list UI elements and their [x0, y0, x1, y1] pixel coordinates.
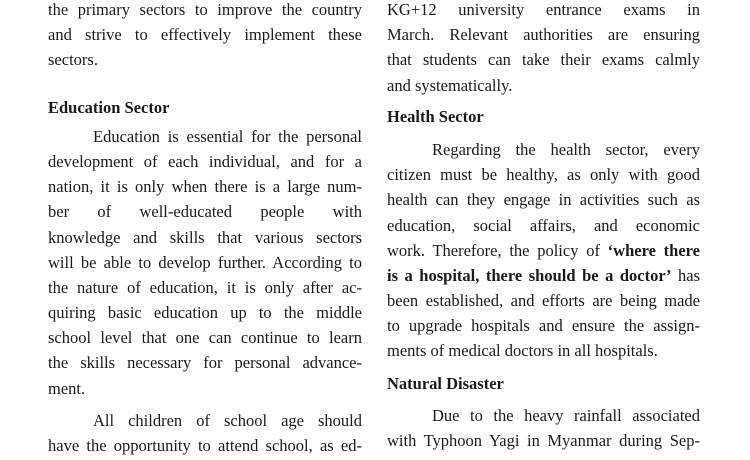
intro-paragraph: [48, 0, 362, 73]
text-line: knowledge and skills that various sectors: [48, 227, 362, 247]
text-line: March. Relevant authorities are ensuring: [387, 25, 700, 45]
text-line: All children of school age should: [93, 410, 362, 430]
text-line: ments of medical doctors in all hospitals.: [387, 341, 658, 361]
text-line: [387, 238, 700, 263]
text-run: work. Therefore, the policy of: [387, 240, 608, 260]
text-line: and strive to effectively implement these: [48, 25, 362, 45]
text-line: school level that one can continue to learn: [48, 328, 362, 348]
natural-disaster-heading: Natural Disaster: [387, 373, 504, 393]
text-line: ment.: [48, 378, 86, 398]
intro-paragraph: [387, 0, 700, 98]
health-paragraph: [387, 137, 700, 364]
policy-quote-bold: is a hospital, there should be a doctor’: [387, 265, 672, 285]
text-line: education, social affairs, and economic: [387, 215, 700, 235]
education-paragraph-1: [48, 124, 362, 401]
text-line: the primary sectors to improve the country: [48, 0, 362, 19]
text-line: ber of well-educated people with: [48, 202, 362, 222]
text-line: the nature of education, it is only after ac-: [48, 277, 362, 297]
text-line: will be able to develop further. According to: [48, 252, 362, 272]
text-line: sectors.: [48, 50, 98, 70]
text-line: with Typhoon Yagi in Myanmar during Sep-: [387, 431, 700, 450]
text-line: health can they engage in activities such as: [387, 190, 700, 210]
text-line: citizen must be healthy, as only with good: [387, 165, 700, 185]
text-line: Regarding the health sector, every: [432, 139, 700, 159]
text-line: been established, and efforts are being made: [387, 291, 700, 311]
policy-quote-bold: ‘where there: [607, 240, 700, 260]
left-column: [48, 0, 362, 458]
text-line: quiring basic education up to the middle: [48, 303, 362, 323]
education-paragraph-2: [48, 408, 362, 458]
text-line: development of each individual, and for a: [48, 151, 362, 171]
text-line: to upgrade hospitals and ensure the assign-: [387, 316, 700, 336]
text-line: [387, 263, 700, 288]
education-sector-heading: Education Sector: [48, 97, 170, 117]
text-line: Education is essential for the personal: [93, 126, 362, 146]
text-line: nation, it is only when there is a large num-: [48, 177, 362, 197]
text-run: has: [671, 265, 701, 285]
text-line: KG+12 university entrance exams in: [387, 0, 700, 19]
text-line: have the opportunity to attend school, as ed-: [48, 436, 362, 455]
right-column: [387, 0, 700, 453]
health-sector-heading: Health Sector: [387, 106, 484, 126]
text-line: that students can take their exams calmly: [387, 50, 700, 70]
text-line: and systematically.: [387, 75, 513, 95]
text-line: Due to the heavy rainfall associated: [432, 405, 700, 425]
text-line: the skills necessary for personal advance-: [48, 353, 362, 373]
disaster-paragraph: [387, 403, 700, 453]
